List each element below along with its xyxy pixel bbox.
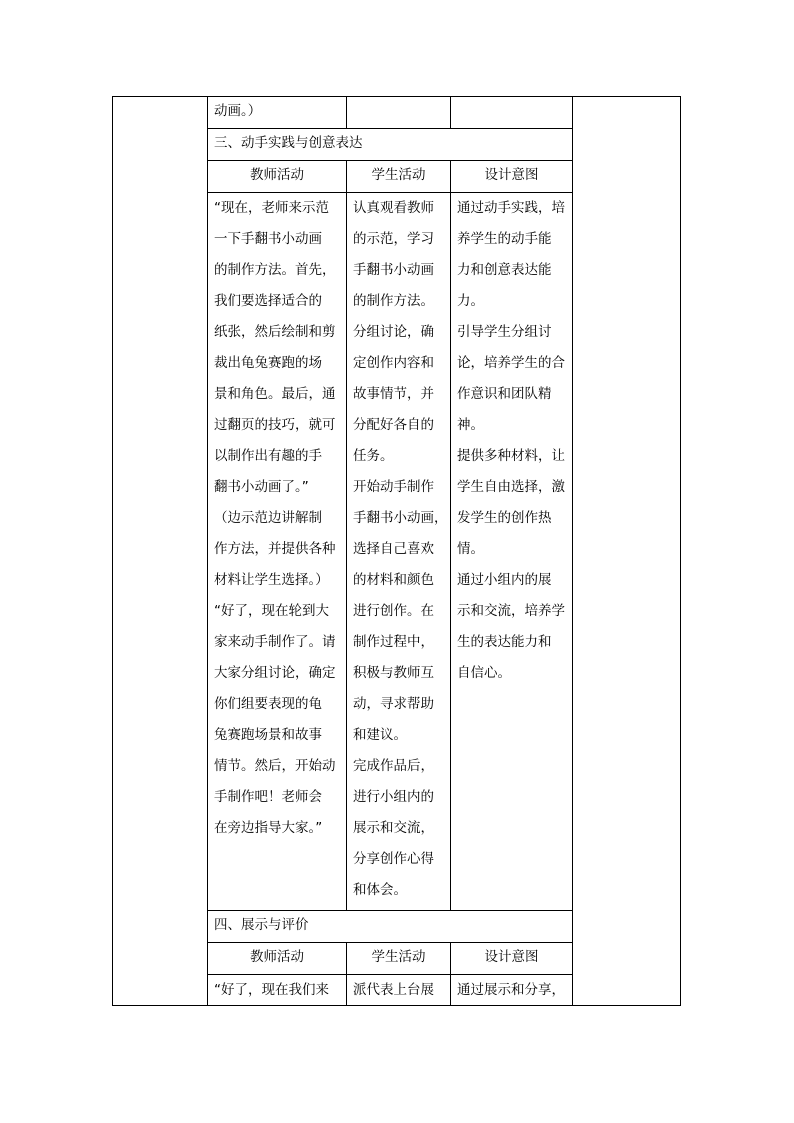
column-divider [572, 96, 573, 1006]
column-divider [346, 160, 347, 910]
section-title: 四、展示与评价 [214, 917, 309, 933]
column-divider [346, 96, 347, 128]
design-intent-header: 设计意图 [484, 949, 539, 965]
teacher-activity-header: 教师活动 [250, 949, 304, 965]
column-divider [450, 160, 451, 910]
design-intent-text: 通过展示和分享， [457, 982, 565, 998]
section-title: 三、动手实践与创意表达 [214, 135, 363, 151]
design-intent-header: 设计意图 [484, 167, 539, 183]
teacher-activity-cell: 动画。） [214, 103, 262, 119]
student-activity-text: 认真观看教师 的示范，学习 手翻书小动画 的制作方法。 分组讨论，确 定创作内容和 故事情节，并 分配好各自的 任务。 开始动手制作 手翻书小动画， 选择自己喜欢 的材料和颜色 进行创作。在 制作过程中， 积极与教师互 动，寻求帮助 和建议。 完成作品后， 进行小组内的 展示和交流， 分享创作心得 和体会。 [353, 200, 448, 898]
teacher-activity-text: “现在，老师来示范 一下手翻书小动画 的制作方法。首先， 我们要选择适合的 纸张，然后绘制和剪 裁出龟兔赛跑的场 景和角色。最后，通 过翻页的技巧，就可 以制作出有趣的手 翻书小动画了。” （边示范边讲解制 作方法，并提供各种 材料让学生选择。） “好了，现在轮到大 家来动手制作了。请 大家分组讨论，确定 你们组要表现的龟 兔赛跑场景和故事 情节。然后，开始动 手制作吧！老师会 在旁边指导大家。” [214, 200, 336, 836]
student-activity-text: 派代表上台展 [353, 982, 434, 998]
teacher-activity-header: 教师活动 [250, 167, 304, 183]
student-activity-header: 学生活动 [371, 949, 426, 965]
design-intent-text: 通过动手实践，培 养学生的动手能 力和创意表达能 力。 引导学生分组讨 论，培养学生的合 作意识和团队精 神。 提供多种材料，让 学生自由选择，激 发学生的创作热 情。 通过小组内的展 示和交流，培养学 生的表达能力和 自信心。 [457, 200, 565, 681]
student-activity-header: 学生活动 [371, 167, 426, 183]
teacher-activity-text: “好了，现在我们来 [214, 982, 329, 998]
column-divider [207, 96, 208, 1006]
column-divider [450, 96, 451, 128]
